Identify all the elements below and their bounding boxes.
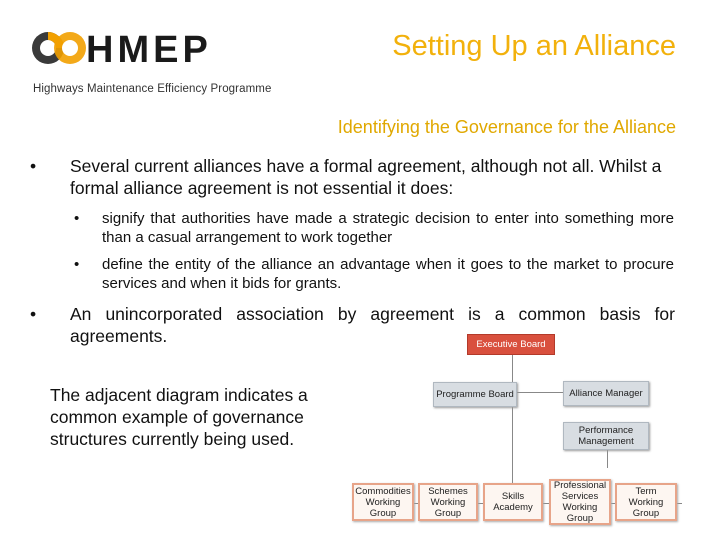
page-title: Setting Up an Alliance [392, 30, 676, 62]
bullet-dot: • [30, 156, 37, 176]
connector-line [512, 354, 513, 503]
group-box-skills: Skills Academy [483, 483, 543, 521]
bullet-text: signify that authorities have made a strategic decision to enter into something more than a casual arrangement to work together [102, 210, 674, 246]
logo-wordmark: HMEP [86, 29, 212, 68]
group-box-commodities: Commodities Working Group [352, 483, 414, 521]
dotted-link [607, 450, 608, 468]
group-box-schemes: Schemes Working Group [418, 483, 478, 521]
executive-board-box: Executive Board [467, 334, 555, 355]
bullet-text: define the entity of the alliance an advantage when it goes to the market to procure services and when it bids for grants. [102, 256, 674, 292]
programme-board-box: Programme Board [433, 382, 517, 407]
bullet-dot: • [74, 256, 80, 273]
sub-bullet-define [74, 255, 674, 293]
bullet-text: An unincorporated association by agreement is a common basis for agreements. [70, 304, 675, 346]
logo-subtitle: Highways Maintenance Efficiency Programme [33, 83, 272, 95]
performance-management-box: Performance Management [563, 422, 649, 450]
group-box-term: Term Working Group [615, 483, 677, 521]
group-box-professional: Professional Services Working Group [549, 479, 611, 525]
hmep-logo [30, 28, 270, 68]
bullet-text: Several current alliances have a formal agreement, although not all. Whilst a formal alliance agreement is not essential it does: [70, 156, 662, 198]
governance-diagram [345, 328, 720, 540]
bullet-dot: • [74, 210, 80, 227]
bullet-formal-agreement [30, 155, 680, 199]
sub-bullet-signify [74, 209, 674, 247]
page-subtitle: Identifying the Governance for the Alliance [337, 117, 676, 137]
diagram-note: The adjacent diagram indicates a common example of governance structures currently being used. [50, 385, 308, 449]
alliance-manager-box: Alliance Manager [563, 381, 649, 406]
bullet-dot: • [30, 304, 37, 324]
